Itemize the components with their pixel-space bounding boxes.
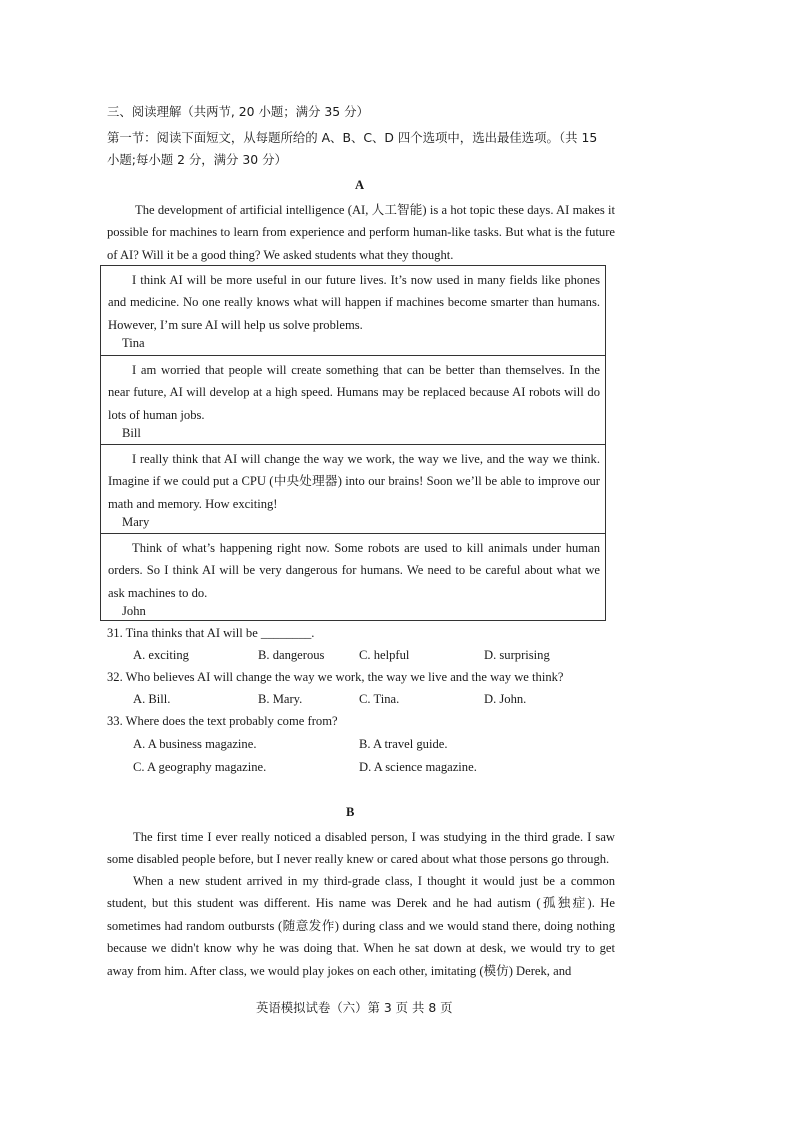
q33-option-b: B. A travel guide. (359, 737, 448, 751)
q31-option-a: A. exciting (133, 648, 189, 662)
page-footer: 英语模拟试卷（六）第 3 页 共 8 页 (256, 1000, 453, 1015)
opinion-author: Mary (122, 515, 150, 529)
q32-option-d: D. John. (484, 692, 527, 706)
opinion-text: I think AI will be more useful in our future lives. It’s now used in many fields like phones and medicine. No one really knows what will happen if machines become smarter than humans. However, I’m sure AI will help us solve problems. (108, 273, 600, 332)
part1-instruction-line2: 小题;每小题 2 分，满分 30 分） (107, 152, 287, 167)
q33-option-d: D. A science magazine. (359, 760, 477, 774)
opinion-author: Bill (122, 426, 141, 440)
section-header: 三、阅读理解（共两节, 20 小题；满分 35 分） (107, 104, 369, 119)
q32-option-c: C. Tina. (359, 692, 400, 706)
passage-b-para1: The first time I ever really noticed a disabled person, I was studying in the third grade. I saw some disabled people before, but I never really knew or cared about what those persons go through. (107, 830, 615, 867)
opinion-text: I am worried that people will create something that can be better than themselves. In the near future, AI will develop at a high speed. Humans may be replaced because AI robots will do lots of human jobs. (108, 363, 600, 422)
opinion-author: Tina (122, 336, 145, 350)
opinion-row-mary (101, 444, 605, 533)
q31-option-c: C. helpful (359, 648, 410, 662)
opinion-text: Think of what’s happening right now. Some robots are used to kill animals under human orders. So I think AI will be very dangerous for humans. We need to be careful about what we ask machines to do. (108, 541, 600, 600)
passage-b-para2: When a new student arrived in my third-grade class, I thought it would just be a common student, but this student was different. His name was Derek and he had autism (孤独症). He sometimes had random outbursts (随意发作) during class and we would stand there, doing nothing because we didn't know why he was doing that. When he sat down at desk, we would try to get away from him. After class, we would play jokes on each other, imitating (模仿) Derek, and (107, 874, 615, 978)
opinion-row-john (101, 533, 605, 622)
passage-b-label: B (346, 805, 355, 819)
opinion-text: I really think that AI will change the way we work, the way we live, and the way we think. Imagine if we could put a CPU (中央处理器) into our brains! Soon we’ll be able to improve our math and memory. How exciting! (108, 452, 600, 511)
opinions-table (100, 265, 606, 621)
part1-instruction-line1: 第一节：阅读下面短文，从每题所给的 A、B、C、D 四个选项中，选出最佳选项。（共 15 (107, 130, 598, 145)
passage-a-intro: The development of artificial intelligence (AI, 人工智能) is a hot topic these days. AI makes it possible for machines to learn from experience and perform human-like tasks. But what is the future of AI? Will it be a good thing? We asked students what they thought. (107, 203, 615, 262)
opinion-author: John (122, 604, 146, 618)
question-32: 32. Who believes AI will change the way we work, the way we live and the way we think? (107, 670, 564, 684)
q33-option-a: A. A business magazine. (133, 737, 257, 751)
opinion-row-tina (101, 266, 605, 355)
q32-option-a: A. Bill. (133, 692, 171, 706)
question-33: 33. Where does the text probably come from? (107, 714, 338, 728)
opinion-row-bill (101, 355, 605, 444)
q31-option-d: D. surprising (484, 648, 550, 662)
passage-a-label: A (355, 178, 365, 192)
q33-option-c: C. A geography magazine. (133, 760, 267, 774)
q31-option-b: B. dangerous (258, 648, 325, 662)
q32-option-b: B. Mary. (258, 692, 303, 706)
question-31: 31. Tina thinks that AI will be ________. (107, 626, 315, 640)
